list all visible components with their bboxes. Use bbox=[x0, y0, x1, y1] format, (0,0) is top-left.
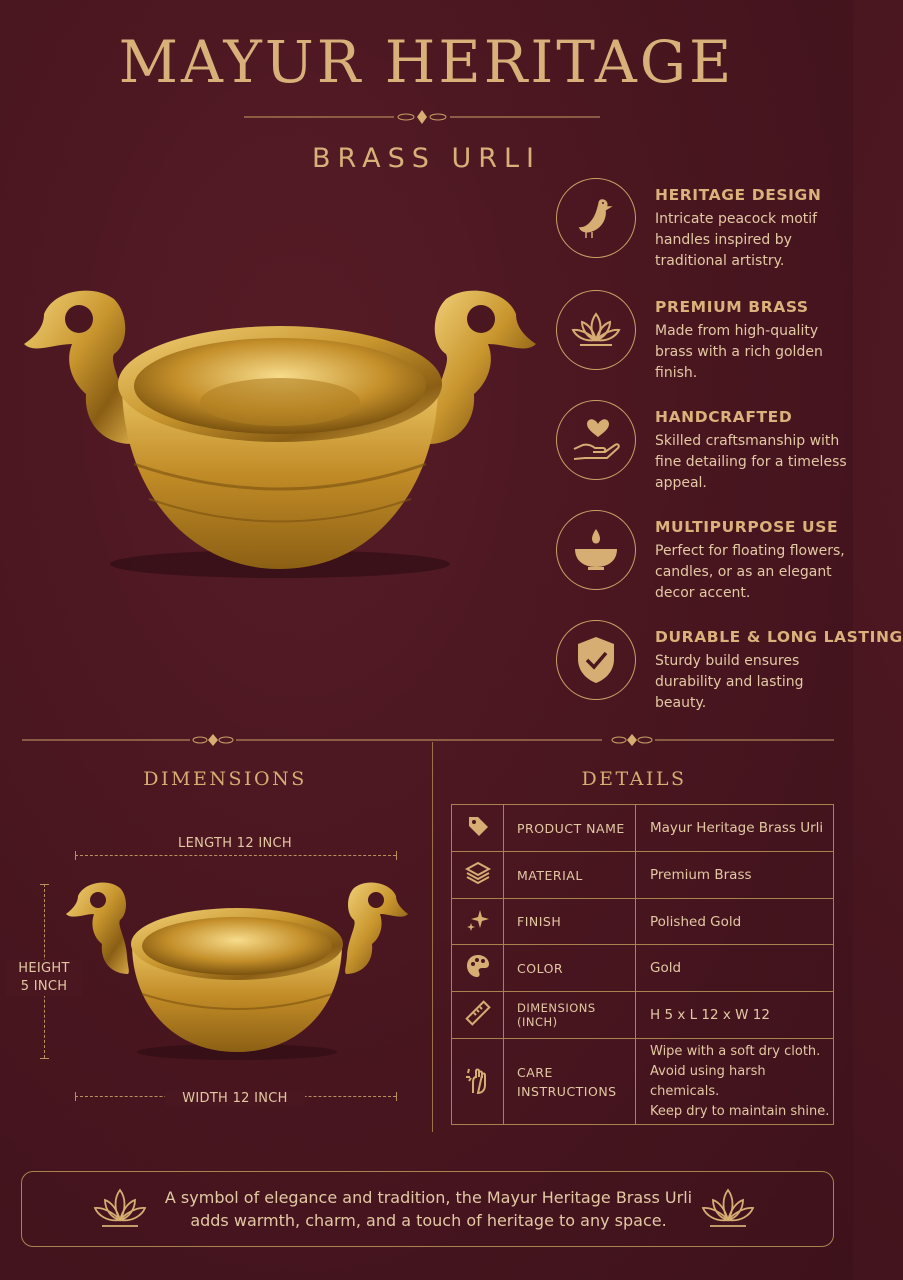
detail-label: FINISH bbox=[504, 899, 636, 945]
product-subtitle: BRASS URLI bbox=[311, 143, 542, 174]
brand-title: MAYUR HERITAGE bbox=[118, 28, 735, 96]
lotus-icon bbox=[556, 290, 636, 370]
feature-title: PREMIUM BRASS bbox=[655, 298, 809, 316]
care-value-line2: Avoid using harsh chemicals. bbox=[650, 1063, 766, 1099]
feature-premium-brass bbox=[556, 290, 853, 390]
length-label: LENGTH 12 INCH bbox=[178, 836, 292, 851]
care-hand-icon bbox=[452, 1039, 504, 1125]
table-row bbox=[452, 945, 834, 992]
feature-handcrafted bbox=[556, 400, 853, 500]
shield-check-icon bbox=[556, 620, 636, 700]
table-row bbox=[452, 805, 834, 852]
height-tick-bottom bbox=[40, 1058, 49, 1059]
feature-title: HERITAGE DESIGN bbox=[655, 186, 822, 204]
detail-label: PRODUCT NAME bbox=[504, 805, 636, 852]
ornament-divider bbox=[244, 108, 600, 126]
detail-value: Polished Gold bbox=[636, 899, 834, 945]
feature-title: DURABLE & LONG LASTING bbox=[655, 628, 903, 646]
feature-heritage-design bbox=[556, 178, 853, 278]
lotus-icon bbox=[700, 1186, 756, 1232]
feature-title: MULTIPURPOSE USE bbox=[655, 518, 839, 536]
details-heading: DETAILS bbox=[581, 768, 687, 790]
height-label-line1: HEIGHT bbox=[18, 961, 70, 976]
peacock-icon bbox=[556, 178, 636, 258]
width-tick-left bbox=[75, 1092, 76, 1101]
sparkle-icon bbox=[452, 899, 504, 945]
ruler-icon bbox=[452, 992, 504, 1039]
section-divider bbox=[22, 731, 834, 749]
length-measure-line bbox=[75, 855, 396, 856]
footer-line1: A symbol of elegance and tradition, the Mayur Heritage Brass Urli bbox=[164, 1188, 693, 1207]
brass-urli-dimension-image bbox=[62, 874, 412, 1060]
care-value-line3: Keep dry to maintain shine. bbox=[650, 1103, 830, 1119]
care-value-line1: Wipe with a soft dry cloth. bbox=[650, 1043, 821, 1059]
height-tick-top bbox=[40, 884, 49, 885]
length-tick-right bbox=[396, 851, 397, 860]
feature-multipurpose bbox=[556, 510, 853, 610]
detail-value: Gold bbox=[636, 945, 834, 992]
heart-hand-icon bbox=[556, 400, 636, 480]
feature-description: Sturdy build ensures durability and lasting beauty. bbox=[655, 653, 804, 711]
footer-line2: adds warmth, charm, and a touch of heritage to any space. bbox=[190, 1211, 667, 1230]
table-row bbox=[452, 899, 834, 945]
width-label: WIDTH 12 INCH bbox=[165, 1091, 305, 1106]
palette-icon bbox=[452, 945, 504, 992]
table-row bbox=[452, 1039, 834, 1125]
table-row bbox=[452, 852, 834, 899]
footer-banner bbox=[21, 1171, 834, 1247]
details-table bbox=[451, 804, 834, 1125]
detail-value: H 5 x L 12 x W 12 bbox=[636, 992, 834, 1039]
feature-durable bbox=[556, 620, 903, 720]
feature-title: HANDCRAFTED bbox=[655, 408, 793, 426]
column-divider bbox=[432, 742, 433, 1132]
care-label-line1: CARE bbox=[517, 1064, 553, 1080]
feature-description: Made from high-quality brass with a rich golden finish. bbox=[655, 323, 823, 381]
feature-description: Skilled craftsmanship with fine detailing for a timeless appeal. bbox=[655, 433, 847, 491]
detail-label bbox=[504, 1039, 636, 1125]
dimensions-heading: DIMENSIONS bbox=[143, 768, 307, 790]
diya-bowl-icon bbox=[556, 510, 636, 590]
height-label-line2: 5 INCH bbox=[20, 979, 68, 994]
layers-icon bbox=[452, 852, 504, 899]
lotus-icon bbox=[92, 1186, 148, 1232]
detail-value: Premium Brass bbox=[636, 852, 834, 899]
care-label-line2: INSTRUCTIONS bbox=[517, 1083, 617, 1099]
feature-description: Intricate peacock motif handles inspired by traditional artistry. bbox=[655, 211, 818, 269]
feature-description: Perfect for floating flowers, candles, or as an elegant decor accent. bbox=[655, 543, 845, 601]
detail-value bbox=[636, 1039, 834, 1125]
table-row bbox=[452, 992, 834, 1039]
length-tick-left bbox=[75, 851, 76, 860]
tag-icon bbox=[452, 805, 504, 852]
detail-label: MATERIAL bbox=[504, 852, 636, 899]
detail-label: COLOR bbox=[504, 945, 636, 992]
width-tick-right bbox=[396, 1092, 397, 1101]
brass-urli-image bbox=[14, 274, 546, 584]
detail-value: Mayur Heritage Brass Urli bbox=[636, 805, 834, 852]
detail-label: DIMENSIONS (INCH) bbox=[504, 992, 636, 1039]
footer-text bbox=[162, 1186, 695, 1232]
